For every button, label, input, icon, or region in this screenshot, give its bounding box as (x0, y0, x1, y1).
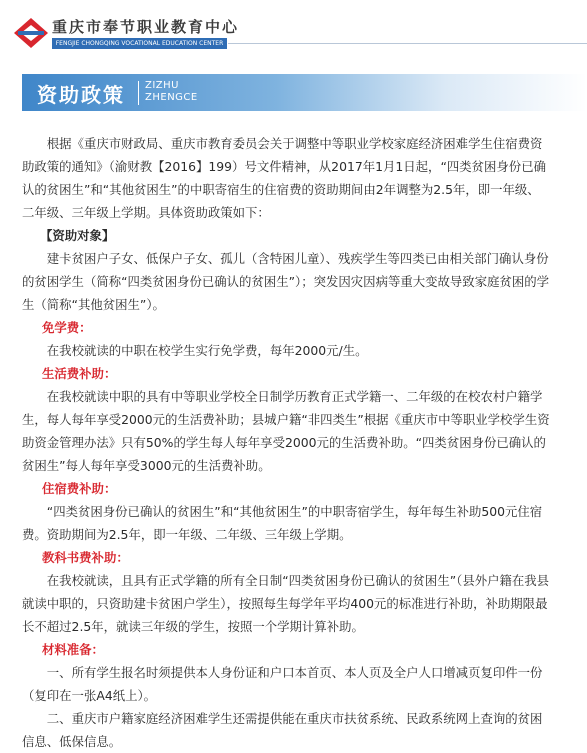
living-subsidy-paragraph: 在我校就读中职的具有中等职业学校全日制学历教育正式学籍一、二年级的在校农村户籍学生，每人每年享受2000元的生活费补助；县城户籍“非四类生”根据《重庆市中等职业学校学生资助资金管理办法》只有50%的学生每人每年享受2000元的生活费补助。“四类贫困身份已确认的贫困生”每人每年享受3000元的生活费补助。 (22, 389, 550, 473)
policy-content (22, 132, 552, 753)
free-tuition-paragraph: 在我校就读的中职在校学生实行免学费，每年2000元/生。 (46, 343, 368, 358)
org-name: 重庆市奉节职业教育中心 (52, 18, 240, 36)
materials-heading: 材料准备： (42, 642, 104, 657)
intro-paragraph: 根据《重庆市财政局、重庆市教育委员会关于调整中等职业学校家庭经济困难学生住宿费资助政策的通知》（渝财教【2016】199）号文件精神，从2017年1月1日起，“四类贫困身份已确认的贫困生”和“其他贫困生”的中职寄宿生的住宿费的资助期间由2年调整为2.5年，即一年级、二年级、三年级上学期。具体资助政策如下： (22, 136, 546, 220)
header-divider (228, 43, 587, 44)
pinyin-line-1: ZIZHU (145, 80, 179, 91)
school-logo-icon (12, 16, 50, 50)
textbook-subsidy-heading: 教科书费补助： (42, 550, 129, 565)
materials-item-1: 一、所有学生报名时须提供本人身份证和户口本首页、本人页及全户人口增减页复印件一份（复印在一张A4纸上）。 (22, 665, 543, 703)
living-subsidy-heading: 生活费补助： (42, 366, 117, 381)
free-tuition-heading: 免学费： (42, 320, 92, 335)
pinyin-line-2: ZHENGCE (145, 92, 198, 103)
target-paragraph: 建卡贫困户子女、低保户子女、孤儿（含特困儿童）、残疾学生等四类已由相关部门确认身份的贫困学生（简称“四类贫困身份已确认的贫困生”）；突发因灾因病等重大变故导致家庭贫困的学生（简称“其他贫困生”）。 (22, 251, 550, 312)
target-heading: 【资助对象】 (40, 228, 115, 243)
org-name-en: FENGJIE CHONGQING VOCATIONAL EDUCATION CENTER (52, 38, 227, 49)
textbook-subsidy-paragraph: 在我校就读，且具有正式学籍的所有全日制“四类贫困身份已确认的贫困生”（县外户籍在我县就读中职的，只资助建卡贫困户学生），按照每生每学年平均400元的标准进行补助，补助期限最长不超过2.5年，就读三年级的学生，按照一个学期计算补助。 (22, 573, 550, 634)
section-title: 资助政策 (37, 83, 125, 107)
materials-item-2: 二、重庆市户籍家庭经济困难学生还需提供能在重庆市扶贫系统、民政系统网上查询的贫困信息、低保信息。 (22, 711, 543, 749)
section-pinyin (145, 80, 198, 104)
site-header (0, 0, 587, 60)
lodging-subsidy-paragraph: “四类贫困身份已确认的贫困生”和“其他贫困生”的中职寄宿学生，每年每生补助500元住宿费。资助期间为2.5年，即一年级、二年级、三年级上学期。 (22, 504, 543, 542)
lodging-subsidy-heading: 住宿费补助： (42, 481, 117, 496)
banner-separator (138, 81, 139, 105)
